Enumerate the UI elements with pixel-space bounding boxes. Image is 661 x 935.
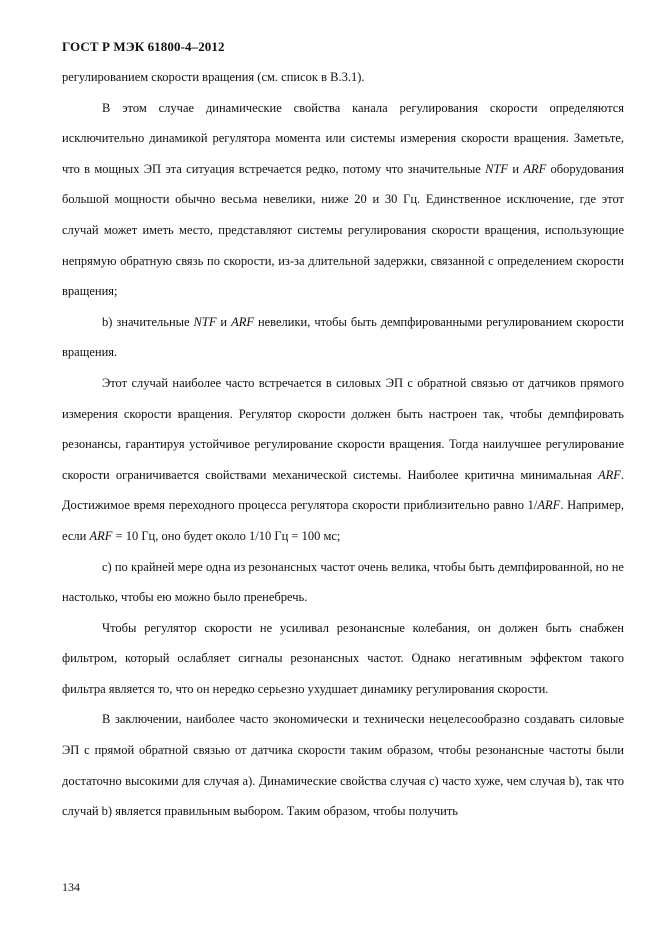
text-run: оборудования большой мощности обычно весьма невелики, ниже 20 и 30 Гц. Единственное исключение, где этот случай может иметь место, представляют системы регулирования скорости вращения, использующие непрямую обратную связь по скорости, из-за длительной задержки, связанной с определением скорости вращения; [62,161,624,299]
text-run: В этом случае динамические свойства канала регулирования скорости определяются исключительно динамикой регулятора момента или системы измерения скорости вращения. Заметьте, что в мощных ЭП эта ситуация встречается редко, потому что значительные [62,100,624,176]
italic-term: ARF [537,498,561,513]
italic-term: NTF [193,314,217,329]
italic-term: ARF [597,467,621,482]
text-run: . Например, если [62,498,624,543]
paragraph [62,307,624,368]
italic-term: NTF [485,161,509,176]
text-run: регулированием скорости вращения (см. список в В.3.1). [62,70,365,84]
text-run: . Достижимое время переходного процесса регулятора скорости приблизительно равно 1/ [62,467,624,513]
standard-header: ГОСТ Р МЭК 61800-4–2012 [62,39,225,54]
paragraph [62,368,624,552]
text-run: c) по крайней мере одна из резонансных частот очень велика, чтобы быть демпфированной, но не настолько, чтобы ею можно было пренебречь. [62,559,624,605]
paragraph [62,93,624,307]
paragraph [62,552,624,613]
text-run: невелики, чтобы быть демпфированными регулированием скорости вращения. [62,314,624,360]
text-run: = 10 Гц, оно будет около 1/10 Гц = 100 мс; [112,528,341,543]
text-run: Чтобы регулятор скорости не усиливал резонансные колебания, он должен быть снабжен фильтром, который ослабляет сигналы резонансных частот. Однако негативным эффектом такого фильтра является то, что он нередко серьезно ухудшает динамику регулирования скорости. [62,620,624,696]
text-run: Этот случай наиболее часто встречается в силовых ЭП с обратной связью от датчиков прямого измерения скорости вращения. Регулятор скорости должен быть настроен так, чтобы демпфировать резонансы, гарантируя устойчивое регулирование скорости вращения. Тогда наилучшее регулирование скорости ограничивается свойствами механической системы. Наиболее критична минимальная [62,375,624,482]
page-number: 134 [62,880,80,894]
paragraph [62,62,624,93]
text-run: и [216,314,232,329]
italic-term: ARF [89,528,113,543]
italic-term: ARF [523,161,547,176]
text-run: b) значительные [102,314,194,329]
paragraph [62,613,624,705]
paragraph [62,704,624,826]
text-run: В заключении, наиболее часто экономически и технически нецелесообразно создавать силовые ЭП с прямой обратной связью от датчика скорости таким образом, чтобы резонансные частоты были достаточно высокими для случая a). Динамические свойства случая c) часто хуже, чем случая b), так что случай b) является правильным выбором. Таким образом, чтобы получить [62,712,624,819]
italic-term: ARF [231,314,254,329]
document-body [62,62,624,827]
text-run: и [508,161,524,176]
